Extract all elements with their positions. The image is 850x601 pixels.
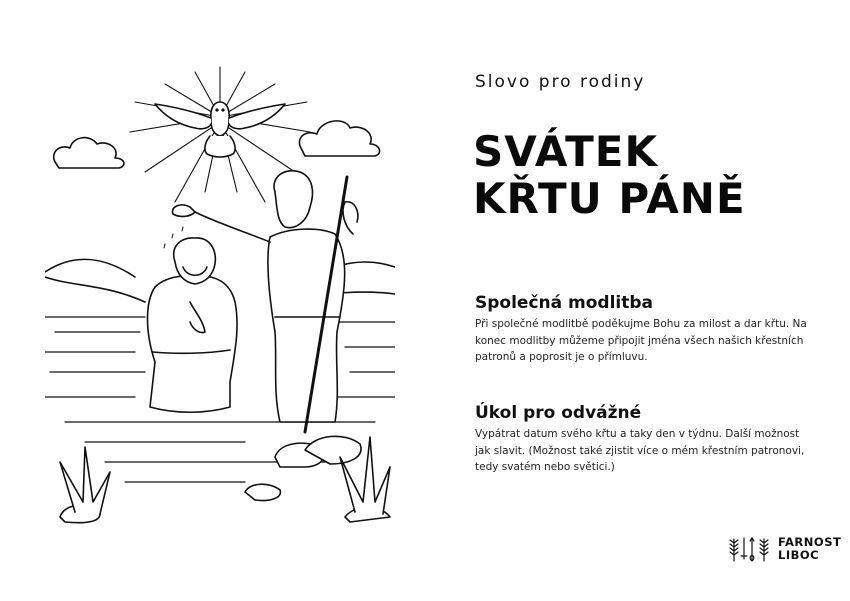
- logo-line-2: LIBOC: [778, 548, 820, 562]
- section-heading: Společná modlitba: [475, 293, 654, 313]
- section-body: Vypátrat datum svého křtu a taky den v týdnu. Další možnost jak slavit. (Možnost také zjistit více o mém křestním patronovi, tedy svatém nebo světici.): [475, 428, 805, 473]
- title-line-2: KŘTU PÁNĚ: [473, 174, 746, 223]
- dove-icon: [155, 102, 285, 157]
- rocks-icon: [60, 436, 390, 522]
- page-title: [473, 128, 746, 222]
- sword-icon: [741, 538, 747, 559]
- jesus-figure: [148, 238, 238, 412]
- logo-text: [778, 536, 841, 562]
- arrow-icon: [750, 538, 754, 561]
- cloud-right-icon: [299, 121, 379, 156]
- wheat-icon: [760, 539, 768, 561]
- parish-logo: [728, 535, 841, 563]
- kicker-text: Slovo pro rodiny: [475, 72, 646, 92]
- logo-line-1: FARNOST: [778, 535, 842, 549]
- section-heading: Úkol pro odvážné: [475, 403, 642, 423]
- section-body: Při společné modlitbě poděkujme Bohu za milost a dar křtu. Na konec modlitby můžeme připojit jména všech našich křestních patronů a poprosit je o přímluvu.: [475, 318, 807, 363]
- title-line-1: SVÁTEK: [473, 127, 659, 176]
- section-prayer: [475, 293, 815, 366]
- section-task: [475, 403, 815, 476]
- cloud-left-icon: [54, 138, 124, 168]
- baptism-illustration: [45, 62, 395, 532]
- wheat-icon: [730, 539, 738, 561]
